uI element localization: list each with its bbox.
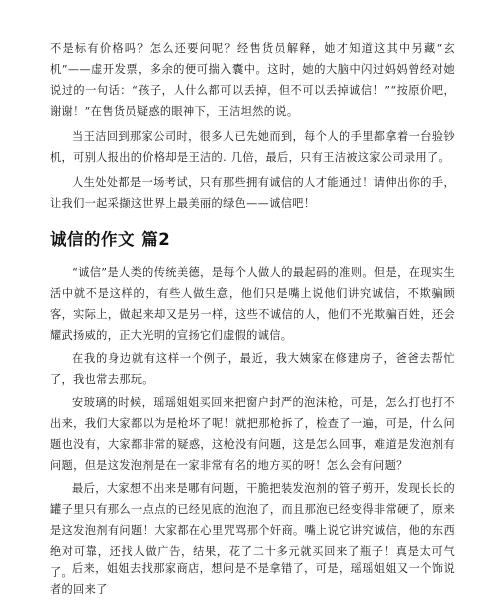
paragraph-1: 不是标有价格吗？怎么还要问呢？经售货员解释，她才知道这其中另藏“玄机”——虚开发票，多余的便可揣入囊中。这时，她的大脑中闪过妈妈曾经对她说过的一句话：“孩子，人什么都可以丢掉，但不可以丢掉诚信！”“按原价吧，谢谢！”在售货员疑惑的眼神下，王洁坦然的说。 — [50, 42, 455, 118]
paragraph-3: 人生处处都是一场考试，只有那些拥有诚信的人才能通过！请伸出你的手，让我们一起采撷这世界上最美丽的绿色——诚信吧！ — [50, 176, 455, 210]
paragraph-4: “诚信”是人类的传统美德，是每个人做人的最起码的准则。但是，在现实生活中就不是这样的，有些人做生意，他们只是嘴上说他们讲究诚信，不欺骗顾客，实际上，做起来却又是另一样，这些不诚信的人，他们不光欺骗百姓，还会耀武扬威的，正大光明的宣扬它们虚假的诚信。 — [50, 266, 455, 342]
paragraph-8: 后来，姐姐去找那家商店，想问是不是拿错了，可是，瑶瑶姐姐又一个饰说者的回来了 — [50, 562, 455, 596]
section-heading: 诚信的作文 篇2 — [50, 230, 171, 249]
paragraph-5: 在我的身边就有这样一个例子，最近，我大姨家在修建房子，爸爸去帮忙了，我也常去那玩。 — [50, 352, 455, 386]
paragraph-6: 安玻璃的时候，瑶瑶姐姐买回来把窗户封严的泡沫枪，可是，怎么打也打不出来，我们大家都以为是枪坏了呢！就把那枪拆了，检查了一遍，可是，什么问题也没有，大家都非常的疑惑，这枪没有问题，这是怎么回事，难道是发泡剂有问题，但是这发泡剂是在一家非常有名的地方买的呀！怎么会有问题？ — [50, 396, 455, 472]
paragraph-7: 最后，大家想不出来是哪有问题，干脆把装发泡剂的管子剪开，发现长长的罐子里只有那么一点点的已经见底的泡泡了，而且那泡已经变得非常硬了，原来是这发泡剂有问题！大家都在心里咒骂那个奸商。嘴上说它讲究诚信，他的东西绝对可靠，还找人做广告，结果，花了二十多元就买回来了瓶子！真是太可气了。 — [50, 482, 455, 579]
paragraph-2: 当王洁回到那家公司时，很多人已先她而到，每个人的手里都拿着一台验钞机，可别人报出的价格却是王洁的. 几倍，最后，只有王洁被这家公司录用了。 — [50, 130, 455, 164]
